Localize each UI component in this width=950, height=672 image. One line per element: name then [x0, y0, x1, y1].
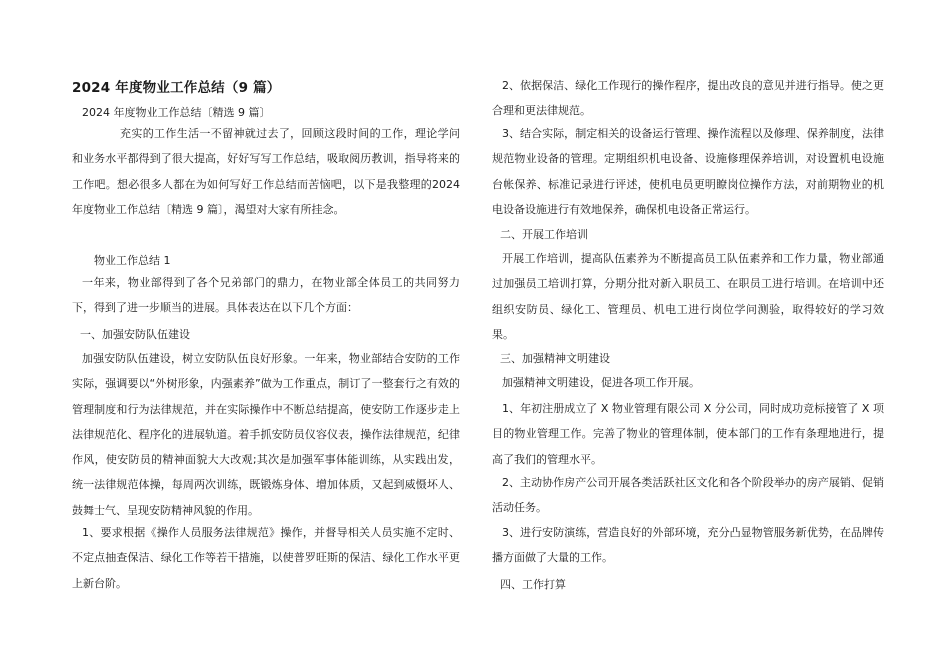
- right-paragraph-4: 加强精神文明建设，促进各项工作开展。: [502, 376, 700, 389]
- section-heading-summary-1: 物业工作总结 1: [94, 254, 171, 267]
- left-paragraph-3: 1、要求根据《操作人员服务法律规范》操作，并督导相关人员实施不定时、不定点抽查保洁、绿化工作等若干措施，以使普罗旺斯的保洁、绿化工作水平更上新台阶。: [72, 526, 460, 590]
- section-heading-culture: 三、加强精神文明建设: [500, 352, 610, 365]
- right-paragraph-2: 3、结合实际，制定相关的设备运行管理、操作流程以及修理、保养制度，法律规范物业设备的管理。定期组织机电设备、设施修理保养培训，对设置机电设施台帐保养、标准记录进行评述，使机电员更明瞭岗位操作方法，对前期物业的机电设备设施进行有效地保养，确保机电设备正常运行。: [492, 127, 884, 216]
- right-paragraph-3: 开展工作培训，提高队伍素养为不断提高员工队伍素养和工作力量，物业部通过加强员工培训打算，分期分批对新入职员工、在职员工进行培训。在培训中还组织安防员、绿化工、管理员、机电工进行岗位学问测验，取得较好的学习效果。: [492, 252, 884, 341]
- document-title: 2024 年度物业工作总结（9 篇）: [72, 80, 281, 96]
- section-heading-training: 二、开展工作培训: [500, 228, 588, 241]
- section-heading-plan: 四、工作打算: [500, 578, 566, 591]
- right-paragraph-1: 2、依据保洁、绿化工作现行的操作程序，提出改良的意见并进行指导。使之更合理和更法律规范。: [492, 79, 884, 118]
- right-paragraph-5: 1、年初注册成立了 X 物业管理有限公司 X 分公司，同时成功竞标接管了 X 项目的物业管理工作。完善了物业的管理体制，使本部门的工作有条理地进行，提高了我们的管理水平。: [492, 402, 884, 466]
- document-subtitle: 2024 年度物业工作总结〔精选 9 篇〕: [82, 106, 271, 119]
- section-heading-security: 一、加强安防队伍建设: [80, 328, 190, 341]
- left-paragraph-1: 一年来，物业部得到了各个兄弟部门的鼎力，在物业部全体员工的共同努力下，得到了进一步顺当的进展。具体表达在以下几个方面：: [72, 276, 460, 315]
- intro-paragraph: 充实的工作生活一不留神就过去了，回顾这段时间的工作，理论学问和业务水平都得到了很大提高，好好写写工作总结，吸取阅历教训，指导将来的工作吧。想必很多人都在为如何写好工作总结而苦恼吧，以下是我整理的2024 年度物业工作总结〔精选 9 篇〕，渴望对大家有所挂念。: [72, 127, 460, 216]
- right-paragraph-7: 3、进行安防演练，营造良好的外部环境，充分凸显物管服务新优势，在品牌传播方面做了大量的工作。: [492, 526, 884, 565]
- left-paragraph-2: 加强安防队伍建设，树立安防队伍良好形象。一年来，物业部结合安防的工作实际，强调要以“外树形象，内强素养”做为工作重点，制订了一整套行之有效的管理制度和行为法律规范，并在实际操作中不断总结提高，使安防工作逐步走上法律规范化、程序化的进展轨道。着手抓安防员仪容仪表，操作法律规范，纪律作风，使安防员的精神面貌大大改观;其次是加强军事体能训练，从实践出发，统一法律规范体操，每周两次训练，既锻炼身体、增加体质，又起到威慑坏人、鼓舞士气、呈现安防精神风貌的作用。: [72, 352, 460, 517]
- right-paragraph-6: 2、主动协作房产公司开展各类活跃社区文化和各个阶段举办的房产展销、促销活动任务。: [492, 476, 884, 515]
